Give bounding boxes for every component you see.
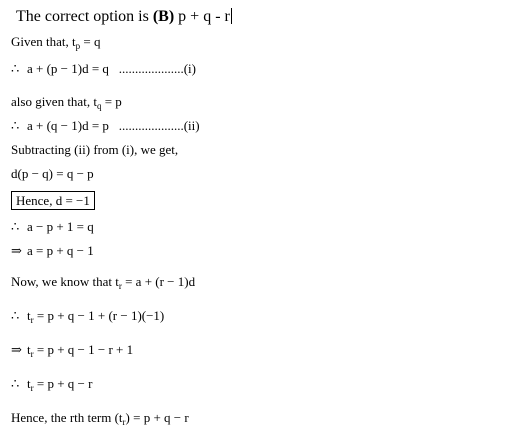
equation-i-dots: .................... bbox=[118, 61, 184, 76]
formula-rest: = a + (r − 1)d bbox=[121, 274, 196, 289]
difference-text: d(p − q) = q − p bbox=[11, 166, 94, 181]
tr-result-sub: r bbox=[30, 383, 34, 393]
tr-expand-text: t bbox=[27, 308, 31, 323]
conclusion-text: Hence, the rth term (t bbox=[11, 410, 123, 425]
formula-text: Now, we know that t bbox=[11, 274, 119, 289]
given-tq bbox=[11, 94, 122, 114]
substitution-text: a − p + 1 = q bbox=[27, 219, 94, 234]
conclusion-sub: r bbox=[122, 417, 126, 427]
a-value-line bbox=[11, 243, 94, 259]
tr-simplify-line bbox=[11, 342, 133, 362]
formula-line bbox=[11, 274, 195, 294]
conclusion-rest: ) = p + q − r bbox=[125, 410, 189, 425]
given-tp-text: Given that, t bbox=[11, 34, 76, 49]
therefore-symbol: ∴ bbox=[11, 61, 20, 76]
tr-simplify-text: t bbox=[27, 342, 31, 357]
conclusion-line bbox=[11, 410, 189, 430]
tr-result-rest: = p + q − r bbox=[33, 376, 93, 391]
subtracting-line bbox=[11, 142, 178, 158]
therefore-symbol: ∴ bbox=[11, 118, 20, 133]
implies-symbol: ⇒ bbox=[11, 342, 22, 357]
equation-ii-text: a + (q − 1)d = p bbox=[27, 118, 109, 133]
given-tq-sub: q bbox=[96, 101, 102, 111]
header-option: (B) bbox=[152, 8, 175, 25]
equation-i-text: a + (p − 1)d = q bbox=[27, 61, 109, 76]
equation-ii-tag: (ii) bbox=[183, 118, 200, 133]
equation-ii-dots: .................... bbox=[118, 118, 184, 133]
header-answer: p + q - r bbox=[174, 8, 230, 25]
answer-header bbox=[16, 8, 232, 26]
given-tp-rest: = q bbox=[80, 34, 101, 49]
implies-symbol: ⇒ bbox=[11, 243, 22, 258]
given-tp-sub: p bbox=[75, 41, 81, 51]
given-tq-rest: = p bbox=[101, 94, 122, 109]
tr-expand-sub: r bbox=[30, 315, 34, 325]
given-tp bbox=[11, 34, 100, 54]
therefore-symbol: ∴ bbox=[11, 308, 20, 323]
boxed-result bbox=[11, 193, 95, 209]
subtracting-text: Subtracting (ii) from (i), we get, bbox=[11, 142, 179, 157]
a-value-text: a = p + q − 1 bbox=[27, 243, 94, 258]
tr-expand-line bbox=[11, 308, 164, 328]
formula-sub: r bbox=[118, 281, 122, 291]
substitution-line bbox=[11, 219, 94, 235]
therefore-symbol: ∴ bbox=[11, 219, 20, 234]
tr-result-line bbox=[11, 376, 92, 396]
equation-ii bbox=[11, 118, 200, 134]
tr-simplify-sub: r bbox=[30, 349, 34, 359]
text-cursor bbox=[231, 8, 232, 24]
tr-expand-rest: = p + q − 1 + (r − 1)(−1) bbox=[33, 308, 165, 323]
given-tq-text: also given that, t bbox=[11, 94, 97, 109]
tr-result-text: t bbox=[27, 376, 31, 391]
difference-line bbox=[11, 166, 94, 182]
boxed-result-text: Hence, d = −1 bbox=[11, 191, 95, 210]
therefore-symbol: ∴ bbox=[11, 376, 20, 391]
tr-simplify-rest: = p + q − 1 − r + 1 bbox=[33, 342, 134, 357]
header-prefix: The correct option is bbox=[16, 8, 153, 25]
equation-i-tag: (i) bbox=[183, 61, 196, 76]
equation-i bbox=[11, 61, 196, 77]
